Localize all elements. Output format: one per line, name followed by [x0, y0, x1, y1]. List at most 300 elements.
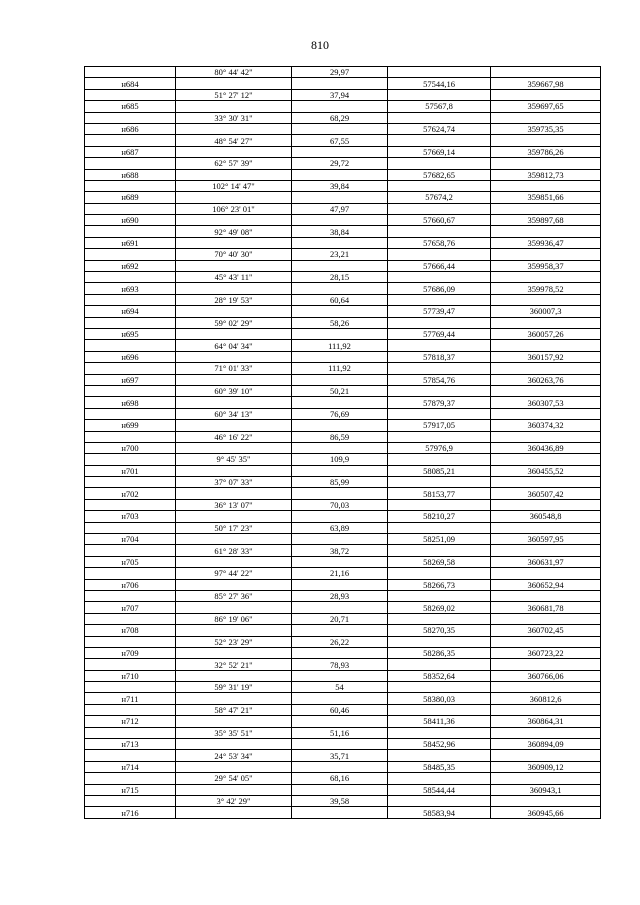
table-row	[85, 727, 601, 738]
table-row	[85, 579, 601, 590]
table-row	[85, 659, 601, 670]
angle-cell: 51° 27' 12"	[176, 89, 292, 100]
x-cell: 58269,58	[388, 556, 491, 567]
x-cell: 58153,77	[388, 488, 491, 499]
x-cell	[388, 682, 491, 693]
angle-cell: 29° 54' 05"	[176, 773, 292, 784]
table-row	[85, 283, 601, 294]
angle-cell: 97° 44' 22"	[176, 568, 292, 579]
x-cell: 57666,44	[388, 260, 491, 271]
x-cell: 57682,65	[388, 169, 491, 180]
x-cell	[388, 431, 491, 442]
table-row	[85, 682, 601, 693]
x-cell	[388, 477, 491, 488]
x-cell	[388, 727, 491, 738]
angle-cell	[176, 351, 292, 362]
x-cell	[388, 385, 491, 396]
table-row	[85, 522, 601, 533]
angle-cell: 28° 19' 53"	[176, 294, 292, 305]
y-cell: 360455,52	[491, 465, 601, 476]
point-cell	[85, 659, 176, 670]
angle-cell	[176, 442, 292, 453]
y-cell: 359735,35	[491, 123, 601, 134]
distance-cell	[292, 807, 388, 818]
distance-cell: 38,72	[292, 545, 388, 556]
x-cell: 57879,37	[388, 397, 491, 408]
angle-cell	[176, 716, 292, 727]
point-cell	[85, 499, 176, 510]
y-cell	[491, 636, 601, 647]
x-cell: 57854,76	[388, 374, 491, 385]
angle-cell: 106° 23' 01"	[176, 203, 292, 214]
x-cell	[388, 499, 491, 510]
distance-cell	[292, 716, 388, 727]
x-cell	[388, 704, 491, 715]
y-cell	[491, 522, 601, 533]
y-cell	[491, 613, 601, 624]
distance-cell: 39,84	[292, 180, 388, 191]
point-cell	[85, 796, 176, 807]
y-cell: 359697,65	[491, 101, 601, 112]
angle-cell: 60° 39' 10"	[176, 385, 292, 396]
table-row	[85, 636, 601, 647]
x-cell: 58583,94	[388, 807, 491, 818]
x-cell	[388, 89, 491, 100]
y-cell	[491, 249, 601, 260]
x-cell: 58085,21	[388, 465, 491, 476]
angle-cell	[176, 397, 292, 408]
y-cell	[491, 294, 601, 305]
y-cell	[491, 477, 601, 488]
point-cell	[85, 249, 176, 260]
y-cell	[491, 704, 601, 715]
distance-cell: 54	[292, 682, 388, 693]
y-cell	[491, 385, 601, 396]
angle-cell: 3° 42' 29"	[176, 796, 292, 807]
table-row	[85, 294, 601, 305]
angle-cell	[176, 374, 292, 385]
point-cell: н692	[85, 260, 176, 271]
table-row	[85, 488, 601, 499]
y-cell	[491, 203, 601, 214]
x-cell	[388, 522, 491, 533]
y-cell: 359812,73	[491, 169, 601, 180]
table-row	[85, 351, 601, 362]
y-cell: 360263,76	[491, 374, 601, 385]
point-cell	[85, 522, 176, 533]
distance-cell	[292, 283, 388, 294]
x-cell	[388, 203, 491, 214]
y-cell	[491, 180, 601, 191]
distance-cell	[292, 625, 388, 636]
x-cell	[388, 750, 491, 761]
angle-cell: 46° 16' 22"	[176, 431, 292, 442]
distance-cell	[292, 123, 388, 134]
coordinates-table	[84, 66, 601, 819]
angle-cell	[176, 556, 292, 567]
y-cell: 360894,09	[491, 739, 601, 750]
distance-cell: 67,55	[292, 135, 388, 146]
point-cell: н689	[85, 192, 176, 203]
x-cell: 57739,47	[388, 306, 491, 317]
point-cell: н698	[85, 397, 176, 408]
point-cell	[85, 158, 176, 169]
distance-cell	[292, 579, 388, 590]
y-cell: 360307,53	[491, 397, 601, 408]
point-cell: н686	[85, 123, 176, 134]
table-row	[85, 374, 601, 385]
angle-cell: 59° 31' 19"	[176, 682, 292, 693]
y-cell	[491, 317, 601, 328]
angle-cell	[176, 101, 292, 112]
point-cell: н714	[85, 761, 176, 772]
y-cell: 360436,89	[491, 442, 601, 453]
point-cell	[85, 773, 176, 784]
distance-cell: 23,21	[292, 249, 388, 260]
x-cell	[388, 659, 491, 670]
distance-cell: 63,89	[292, 522, 388, 533]
x-cell	[388, 568, 491, 579]
table-row	[85, 590, 601, 601]
x-cell	[388, 249, 491, 260]
distance-cell: 37,94	[292, 89, 388, 100]
x-cell	[388, 158, 491, 169]
table-row	[85, 773, 601, 784]
point-cell	[85, 363, 176, 374]
y-cell: 359978,52	[491, 283, 601, 294]
distance-cell	[292, 442, 388, 453]
y-cell	[491, 135, 601, 146]
angle-cell	[176, 670, 292, 681]
angle-cell	[176, 328, 292, 339]
table-row	[85, 796, 601, 807]
x-cell: 57544,16	[388, 78, 491, 89]
y-cell: 359851,66	[491, 192, 601, 203]
angle-cell	[176, 488, 292, 499]
x-cell: 57976,9	[388, 442, 491, 453]
y-cell	[491, 89, 601, 100]
page-number: 810	[311, 38, 329, 52]
x-cell	[388, 294, 491, 305]
y-cell	[491, 796, 601, 807]
point-cell: н691	[85, 237, 176, 248]
angle-cell: 45° 43' 11"	[176, 272, 292, 283]
x-cell	[388, 67, 491, 78]
table-row	[85, 260, 601, 271]
distance-cell: 28,93	[292, 590, 388, 601]
y-cell: 360702,45	[491, 625, 601, 636]
y-cell: 360943,1	[491, 784, 601, 795]
table-row	[85, 78, 601, 89]
y-cell: 360157,92	[491, 351, 601, 362]
x-cell	[388, 454, 491, 465]
point-cell	[85, 568, 176, 579]
y-cell	[491, 750, 601, 761]
table-row	[85, 249, 601, 260]
angle-cell: 64° 04' 34"	[176, 340, 292, 351]
distance-cell	[292, 192, 388, 203]
x-cell: 57818,37	[388, 351, 491, 362]
x-cell: 57769,44	[388, 328, 491, 339]
x-cell	[388, 408, 491, 419]
point-cell: н708	[85, 625, 176, 636]
x-cell	[388, 317, 491, 328]
x-cell: 58352,64	[388, 670, 491, 681]
distance-cell	[292, 237, 388, 248]
table-row	[85, 192, 601, 203]
y-cell	[491, 67, 601, 78]
y-cell	[491, 363, 601, 374]
y-cell: 360507,42	[491, 488, 601, 499]
point-cell	[85, 112, 176, 123]
distance-cell: 28,15	[292, 272, 388, 283]
table-row	[85, 534, 601, 545]
x-cell: 58210,27	[388, 511, 491, 522]
distance-cell	[292, 511, 388, 522]
table-row	[85, 408, 601, 419]
x-cell: 58485,35	[388, 761, 491, 772]
distance-cell: 60,46	[292, 704, 388, 715]
angle-cell	[176, 146, 292, 157]
distance-cell	[292, 169, 388, 180]
distance-cell	[292, 146, 388, 157]
point-cell	[85, 704, 176, 715]
distance-cell	[292, 420, 388, 431]
coordinates-table-body	[85, 67, 601, 819]
distance-cell	[292, 647, 388, 658]
point-cell	[85, 180, 176, 191]
angle-cell	[176, 420, 292, 431]
table-row	[85, 568, 601, 579]
y-cell: 359936,47	[491, 237, 601, 248]
y-cell: 360909,12	[491, 761, 601, 772]
table-row	[85, 397, 601, 408]
table-row	[85, 602, 601, 613]
distance-cell: 111,92	[292, 340, 388, 351]
angle-cell: 58° 47' 21"	[176, 704, 292, 715]
angle-cell: 85° 27' 36"	[176, 590, 292, 601]
table-row	[85, 739, 601, 750]
x-cell	[388, 613, 491, 624]
angle-cell	[176, 579, 292, 590]
angle-cell: 80° 44' 42"	[176, 67, 292, 78]
point-cell	[85, 408, 176, 419]
distance-cell: 51,16	[292, 727, 388, 738]
table-row	[85, 545, 601, 556]
point-cell	[85, 750, 176, 761]
point-cell	[85, 340, 176, 351]
x-cell: 57624,74	[388, 123, 491, 134]
point-cell	[85, 477, 176, 488]
distance-cell: 21,16	[292, 568, 388, 579]
point-cell: н687	[85, 146, 176, 157]
distance-cell: 50,21	[292, 385, 388, 396]
angle-cell	[176, 761, 292, 772]
y-cell: 360374,32	[491, 420, 601, 431]
y-cell	[491, 499, 601, 510]
point-cell: н715	[85, 784, 176, 795]
table-row	[85, 750, 601, 761]
angle-cell: 70° 40' 30"	[176, 249, 292, 260]
y-cell	[491, 112, 601, 123]
distance-cell: 70,03	[292, 499, 388, 510]
x-cell	[388, 796, 491, 807]
table-row	[85, 328, 601, 339]
y-cell: 360631,97	[491, 556, 601, 567]
point-cell	[85, 385, 176, 396]
angle-cell	[176, 123, 292, 134]
distance-cell: 58,26	[292, 317, 388, 328]
table-row	[85, 123, 601, 134]
point-cell: н695	[85, 328, 176, 339]
angle-cell: 62° 57' 39"	[176, 158, 292, 169]
point-cell	[85, 613, 176, 624]
table-row	[85, 306, 601, 317]
distance-cell	[292, 488, 388, 499]
distance-cell	[292, 101, 388, 112]
y-cell	[491, 431, 601, 442]
y-cell: 359958,37	[491, 260, 601, 271]
point-cell	[85, 203, 176, 214]
point-cell: н700	[85, 442, 176, 453]
distance-cell	[292, 739, 388, 750]
point-cell: н703	[85, 511, 176, 522]
y-cell	[491, 272, 601, 283]
x-cell: 58411,36	[388, 716, 491, 727]
point-cell: н716	[85, 807, 176, 818]
table-row	[85, 784, 601, 795]
distance-cell: 85,99	[292, 477, 388, 488]
y-cell	[491, 773, 601, 784]
x-cell	[388, 545, 491, 556]
distance-cell: 86,59	[292, 431, 388, 442]
table-row	[85, 511, 601, 522]
y-cell	[491, 682, 601, 693]
table-row	[85, 442, 601, 453]
angle-cell	[176, 260, 292, 271]
distance-cell	[292, 556, 388, 567]
x-cell	[388, 590, 491, 601]
table-row	[85, 420, 601, 431]
table-row	[85, 203, 601, 214]
distance-cell: 109,9	[292, 454, 388, 465]
point-cell	[85, 294, 176, 305]
point-cell: н699	[85, 420, 176, 431]
distance-cell: 20,71	[292, 613, 388, 624]
distance-cell	[292, 465, 388, 476]
table-row	[85, 317, 601, 328]
table-row	[85, 716, 601, 727]
angle-cell	[176, 625, 292, 636]
x-cell: 58266,73	[388, 579, 491, 590]
distance-cell: 38,84	[292, 226, 388, 237]
table-row	[85, 761, 601, 772]
distance-cell	[292, 397, 388, 408]
x-cell	[388, 636, 491, 647]
x-cell: 57686,09	[388, 283, 491, 294]
distance-cell	[292, 78, 388, 89]
y-cell	[491, 454, 601, 465]
x-cell	[388, 180, 491, 191]
table-row	[85, 215, 601, 226]
distance-cell	[292, 761, 388, 772]
table-row	[85, 340, 601, 351]
point-cell: н704	[85, 534, 176, 545]
point-cell	[85, 590, 176, 601]
point-cell: н685	[85, 101, 176, 112]
point-cell	[85, 454, 176, 465]
distance-cell: 39,58	[292, 796, 388, 807]
point-cell	[85, 431, 176, 442]
point-cell: н702	[85, 488, 176, 499]
y-cell	[491, 408, 601, 419]
point-cell	[85, 226, 176, 237]
point-cell	[85, 317, 176, 328]
point-cell: н706	[85, 579, 176, 590]
table-row	[85, 237, 601, 248]
point-cell: н696	[85, 351, 176, 362]
table-row	[85, 67, 601, 78]
table-row	[85, 180, 601, 191]
point-cell: н693	[85, 283, 176, 294]
point-cell: н705	[85, 556, 176, 567]
point-cell	[85, 272, 176, 283]
table-row	[85, 226, 601, 237]
point-cell: н711	[85, 693, 176, 704]
distance-cell: 29,72	[292, 158, 388, 169]
angle-cell	[176, 693, 292, 704]
x-cell: 58251,09	[388, 534, 491, 545]
point-cell	[85, 682, 176, 693]
angle-cell	[176, 306, 292, 317]
distance-cell	[292, 374, 388, 385]
y-cell: 360681,78	[491, 602, 601, 613]
x-cell: 57567,8	[388, 101, 491, 112]
point-cell	[85, 89, 176, 100]
table-row	[85, 499, 601, 510]
y-cell	[491, 727, 601, 738]
distance-cell	[292, 784, 388, 795]
y-cell: 360723,22	[491, 647, 601, 658]
point-cell: н684	[85, 78, 176, 89]
distance-cell	[292, 602, 388, 613]
y-cell: 360597,95	[491, 534, 601, 545]
y-cell: 360945,66	[491, 807, 601, 818]
y-cell: 360864,31	[491, 716, 601, 727]
y-cell: 360812,6	[491, 693, 601, 704]
angle-cell	[176, 237, 292, 248]
point-cell	[85, 67, 176, 78]
table-row	[85, 158, 601, 169]
y-cell: 359897,68	[491, 215, 601, 226]
y-cell: 359786,26	[491, 146, 601, 157]
y-cell	[491, 590, 601, 601]
x-cell	[388, 340, 491, 351]
x-cell	[388, 112, 491, 123]
y-cell	[491, 158, 601, 169]
x-cell: 57660,67	[388, 215, 491, 226]
distance-cell	[292, 534, 388, 545]
table-row	[85, 625, 601, 636]
y-cell	[491, 340, 601, 351]
distance-cell: 68,29	[292, 112, 388, 123]
distance-cell	[292, 351, 388, 362]
angle-cell	[176, 215, 292, 226]
angle-cell: 37° 07' 33"	[176, 477, 292, 488]
angle-cell	[176, 511, 292, 522]
x-cell: 58286,35	[388, 647, 491, 658]
angle-cell: 92° 49' 08"	[176, 226, 292, 237]
